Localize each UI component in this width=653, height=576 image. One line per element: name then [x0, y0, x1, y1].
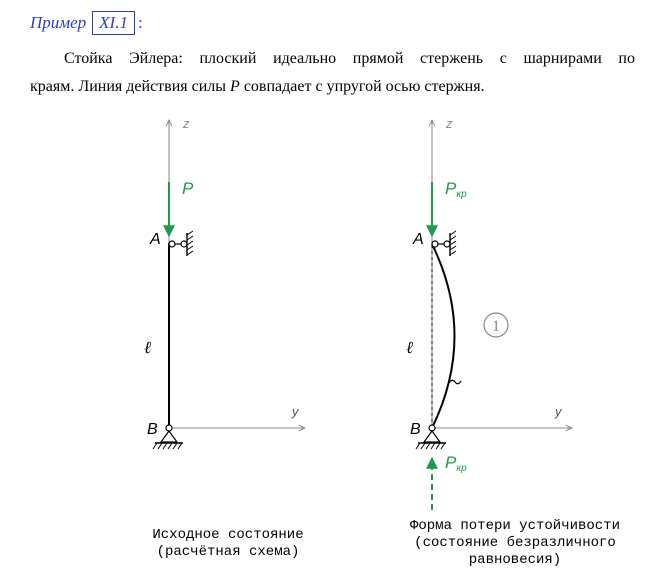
caption-right-line1: Форма потери устойчивости [409, 518, 621, 534]
point-a-label-left: A [150, 231, 161, 248]
caption-left-line1: Исходное состояние [152, 527, 304, 543]
y-axis-label-right: y [555, 404, 562, 419]
point-b-label-left: B [147, 421, 158, 438]
top-hinge-support-left [169, 231, 193, 256]
force-label-right-bottom [445, 453, 467, 474]
z-axis-label-right: z [446, 116, 453, 131]
point-b-label-right: B [410, 421, 421, 438]
force-subscript-bottom: кр [456, 463, 467, 474]
mode-marker-circle [484, 313, 508, 337]
caption-left-line2: (расчётная схема) [156, 544, 300, 560]
caption-right-line3: равновесия) [468, 552, 562, 568]
force-subscript-top: кр [456, 189, 467, 200]
force-label-left: P [182, 179, 194, 198]
description-line-1: Стойка Эйлера: плоский идеально прямой стержень с шарнирами по [64, 50, 635, 67]
caption-left [128, 527, 328, 561]
mode-marker-number: 1 [492, 318, 500, 335]
force-symbol-top: P [445, 179, 457, 198]
description-text-a: краям. Линия действия силы [30, 78, 231, 95]
length-label-left: ℓ [144, 338, 152, 357]
length-label-right: ℓ [406, 338, 414, 357]
example-label: Пример [30, 13, 87, 32]
force-symbol-bottom: P [445, 453, 457, 472]
caption-right-line2: (состояние безразличного [414, 535, 616, 551]
example-colon: : [137, 13, 143, 32]
point-a-label-right: A [413, 231, 424, 248]
z-axis-label-left: z [183, 116, 190, 131]
force-label-right-top [445, 179, 467, 200]
left-figure [144, 116, 305, 449]
example-number-box: XI.1 [92, 11, 135, 35]
right-figure [406, 116, 572, 510]
y-axis-label-left: y [292, 404, 299, 419]
caption-right [380, 518, 650, 569]
break-mark [449, 380, 461, 384]
description-text-b: совпадает с упругой осью стержня. [239, 78, 485, 95]
buckled-column [432, 244, 455, 428]
force-symbol: P [230, 78, 240, 95]
